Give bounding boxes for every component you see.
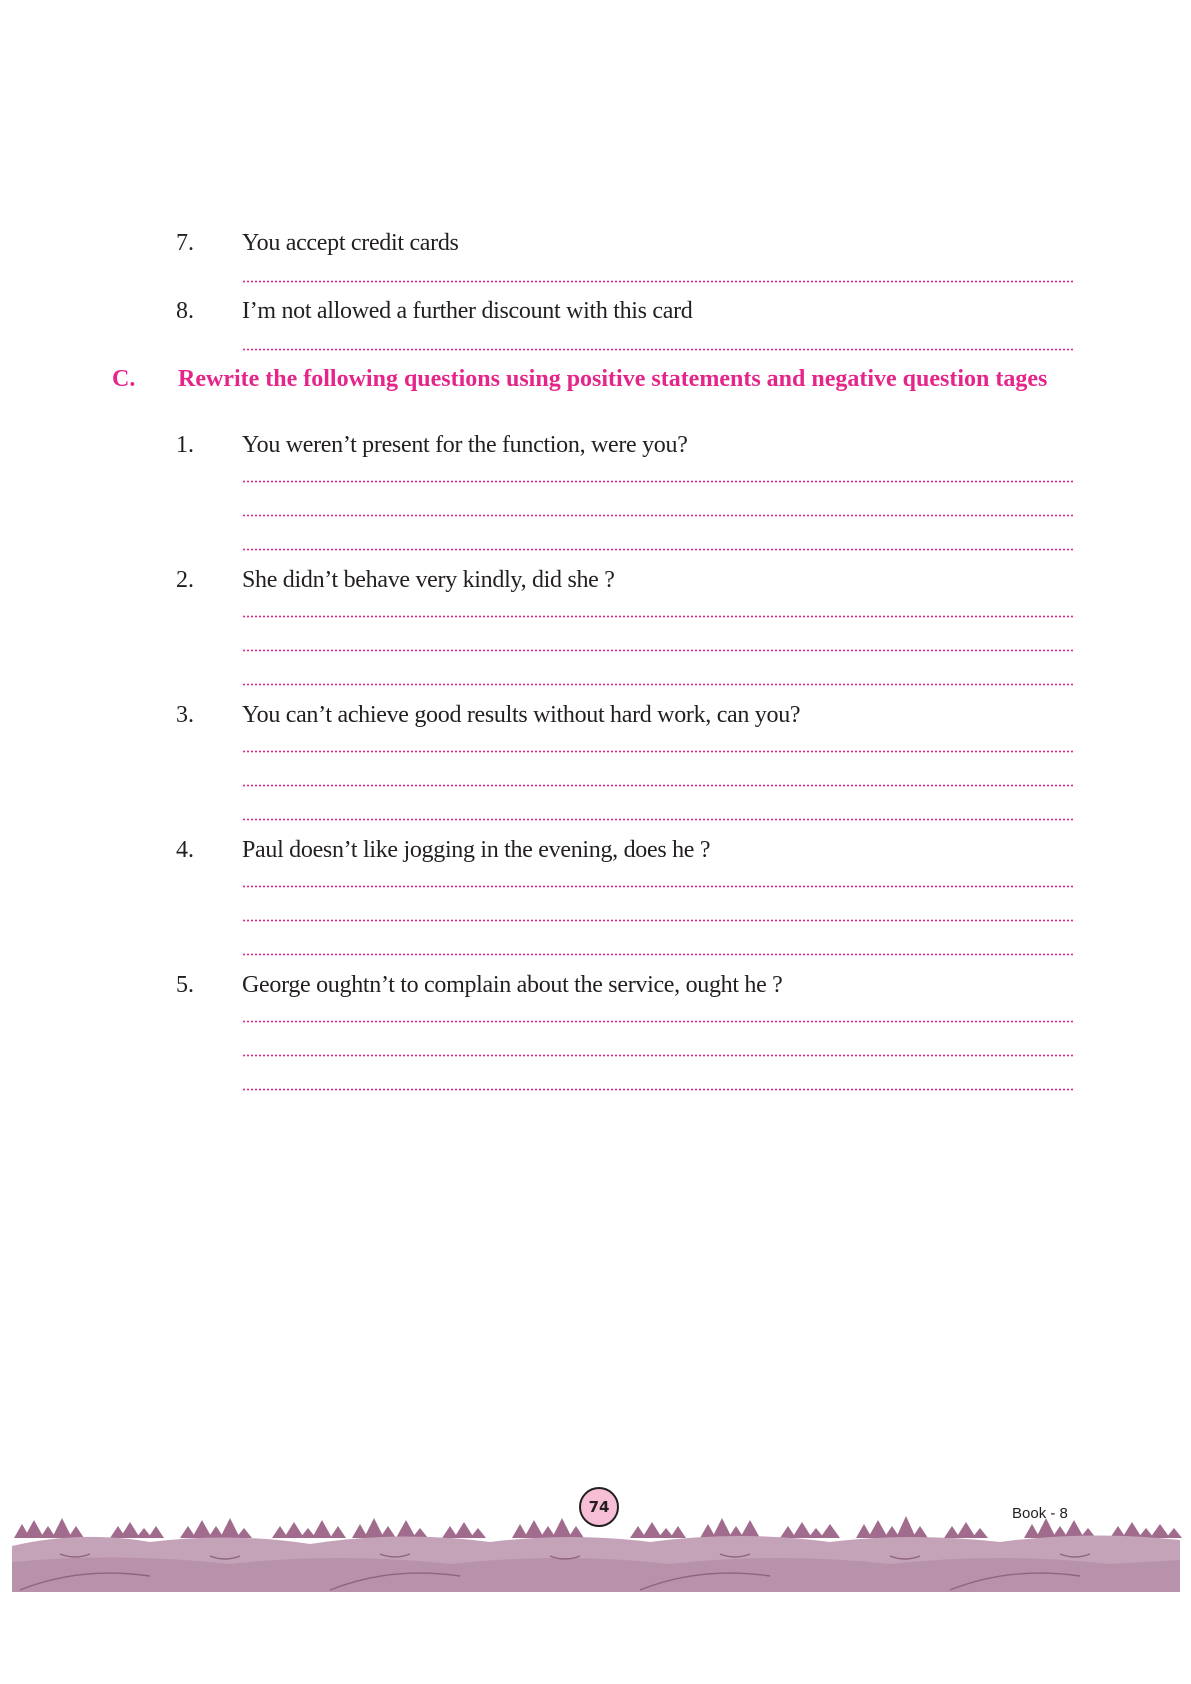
item-number: 8. [176, 298, 194, 324]
answer-line[interactable] [242, 818, 1075, 821]
item-text: I’m not allowed a further discount with this card [242, 298, 693, 324]
question-item [0, 835, 1191, 875]
item-text: Paul doesn’t like jogging in the evening, does he ? [242, 837, 711, 863]
question-item [0, 970, 1191, 1010]
question-item [0, 565, 1191, 605]
answer-line[interactable] [242, 615, 1075, 618]
answer-line[interactable] [242, 480, 1075, 483]
item-number: 7. [176, 230, 194, 256]
answer-line[interactable] [242, 953, 1075, 956]
answer-line[interactable] [242, 548, 1075, 551]
question-item [0, 700, 1191, 740]
question-item [0, 228, 1191, 268]
item-text: You can’t achieve good results without hard work, can you? [242, 702, 801, 728]
item-number: 1. [176, 432, 194, 458]
answer-line[interactable] [242, 919, 1075, 922]
hills-front [12, 1557, 1180, 1592]
item-text: George oughtn’t to complain about the service, ought he ? [242, 972, 783, 998]
section-title: Rewrite the following questions using positive statements and negative question tages [178, 366, 1048, 392]
answer-line[interactable] [242, 348, 1075, 351]
answer-line[interactable] [242, 885, 1075, 888]
answer-line[interactable] [242, 683, 1075, 686]
answer-line[interactable] [242, 649, 1075, 652]
answer-line[interactable] [242, 750, 1075, 753]
book-label: Book - 8 [1012, 1505, 1068, 1522]
item-number: 2. [176, 567, 194, 593]
item-number: 5. [176, 972, 194, 998]
item-text: You weren’t present for the function, were you? [242, 432, 688, 458]
item-number: 3. [176, 702, 194, 728]
answer-line[interactable] [242, 280, 1075, 283]
item-number: 4. [176, 837, 194, 863]
item-text: You accept credit cards [242, 230, 459, 256]
question-item [0, 296, 1191, 336]
answer-line[interactable] [242, 1020, 1075, 1023]
answer-line[interactable] [242, 514, 1075, 517]
section-letter: C. [112, 366, 136, 392]
question-item [0, 430, 1191, 470]
item-text: She didn’t behave very kindly, did she ? [242, 567, 615, 593]
answer-line[interactable] [242, 784, 1075, 787]
answer-line[interactable] [242, 1088, 1075, 1091]
page-number-badge: 74 [579, 1487, 619, 1527]
answer-line[interactable] [242, 1054, 1075, 1057]
